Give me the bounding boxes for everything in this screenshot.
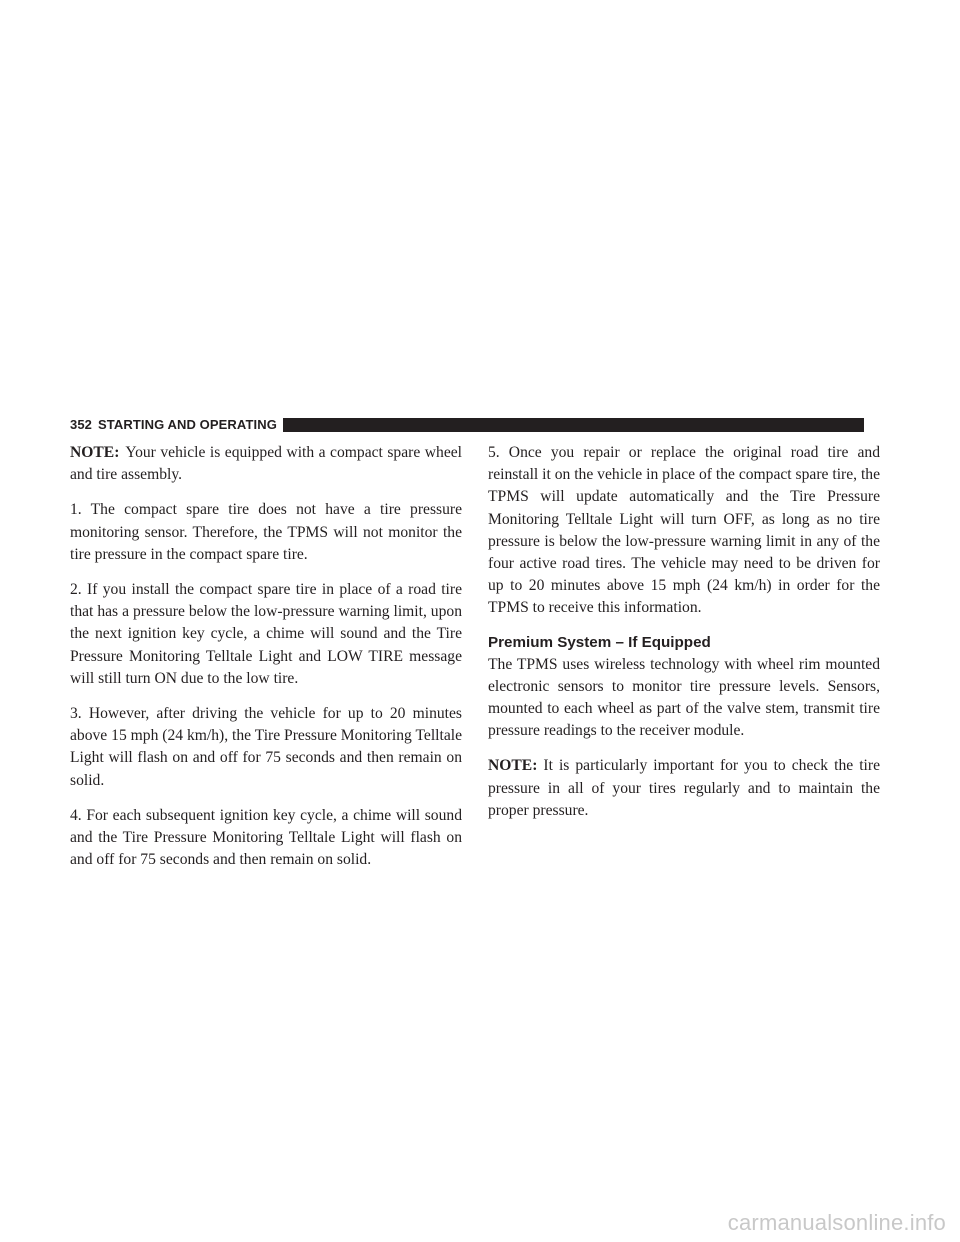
section-heading-premium: Premium System – If Equipped xyxy=(488,633,711,651)
watermark-link[interactable]: carmanualsonline.info xyxy=(727,1210,946,1235)
header-rule xyxy=(283,418,864,432)
note-paragraph-2 xyxy=(488,755,880,822)
note-text: Your vehicle is equipped with a compact spare wheel and tire assembly. xyxy=(70,444,462,484)
premium-paragraph: The TPMS uses wireless technology with wheel rim mounted electronic sensors to monitor tire pressure levels. Sensors, mounted to each wheel as part of the valve stem, transmit tire pressure readings to the receiver module. xyxy=(488,655,880,740)
paragraph-1: 1. The compact spare tire does not have a tire pressure monitoring sensor. Therefore, the TPMS will not monitor the tire pressure in the compact spare tire. xyxy=(70,501,462,563)
paragraph-5: 5. Once you repair or replace the original road tire and reinstall it on the vehicle in place of the compact spare tire, the TPMS will update automatically and the Tire Pressure Monitoring Telltale Light will turn OFF, as long as no tire pressure is below the low-pressure warning limit in any of the four active road tires. The vehicle may need to be driven for up to 20 minutes above 15 mph (24 km/h) in order for the TPMS to receive this information. xyxy=(488,444,880,617)
left-column xyxy=(70,442,462,884)
paragraph-2: 2. If you install the compact spare tire in place of a road tire that has a pressure below the low-pressure warning limit, upon the next ignition key cycle, a chime will sound and the Tire Pressure Monitoring Telltale Light and LOW TIRE message will still turn ON due to the low tire. xyxy=(70,581,462,687)
note-text-2: It is particularly important for you to check the tire pressure in all of your tires regularly and to maintain the proper pressure. xyxy=(488,757,880,819)
note-label-2: NOTE: xyxy=(488,757,538,775)
note-label: NOTE: xyxy=(70,444,120,461)
section-title: STARTING AND OPERATING xyxy=(98,417,277,432)
paragraph-3: 3. However, after driving the vehicle for up to 20 minutes above 15 mph (24 km/h), the Tire Pressure Monitoring Telltale Light will flash on and off for 75 seconds and then remain on solid. xyxy=(70,705,462,789)
page-header xyxy=(70,416,864,434)
right-column xyxy=(488,442,880,835)
paragraph-4: 4. For each subsequent ignition key cycle, a chime will sound and the Tire Pressure Monitoring Telltale Light will flash on and off for 75 seconds and then remain on solid. xyxy=(70,806,462,869)
note-paragraph xyxy=(70,442,462,486)
page-number: 352 xyxy=(70,417,92,432)
